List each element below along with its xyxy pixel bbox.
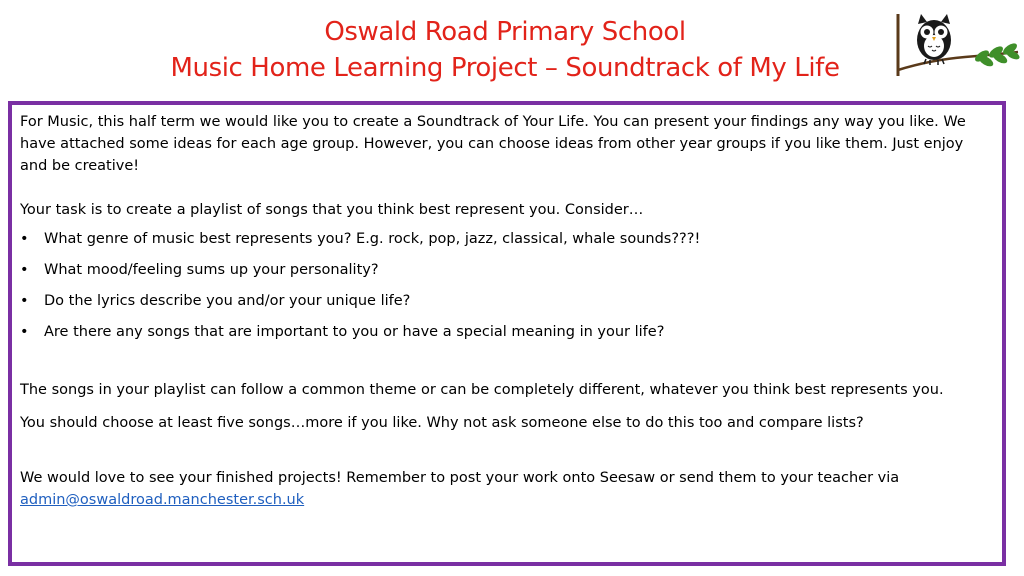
owl-on-branch-icon <box>890 10 1020 80</box>
list-item: • Do the lyrics describe you and/or your unique life? <box>20 290 994 312</box>
email-link[interactable]: admin@oswaldroad.manchester.sch.uk <box>20 492 305 508</box>
choose-paragraph: You should choose at least five songs…more if you like. Why not ask someone else to do this too and compare lists? <box>20 415 864 431</box>
page-header <box>0 14 1010 86</box>
theme-paragraph: The songs in your playlist can follow a common theme or can be completely different, whatever you think best represents you. <box>20 382 944 398</box>
closing-paragraph <box>20 467 994 511</box>
consider-list <box>20 228 994 343</box>
task-paragraph: Your task is to create a playlist of songs that you think best represent you. Consider… <box>20 202 644 218</box>
list-item: • What mood/feeling sums up your personality? <box>20 259 994 281</box>
school-name: Oswald Road Primary School <box>324 17 686 47</box>
list-item: • What genre of music best represents you? E.g. rock, pop, jazz, classical, whale sounds???! <box>20 228 994 250</box>
closing-text: We would love to see your finished projects! Remember to post your work onto Seesaw or send them to your teacher via <box>20 470 900 486</box>
content-box <box>8 101 1006 566</box>
project-title: Music Home Learning Project – Soundtrack of My Life <box>170 53 840 83</box>
list-item: • Are there any songs that are important to you or have a special meaning in your life? <box>20 321 994 343</box>
intro-paragraph: For Music, this half term we would like you to create a Soundtrack of Your Life. You can present your findings any way you like. We have attached some ideas for each age group. However, you can choose ideas from other year groups if you like them. Just enjoy and be creative! <box>20 114 966 174</box>
